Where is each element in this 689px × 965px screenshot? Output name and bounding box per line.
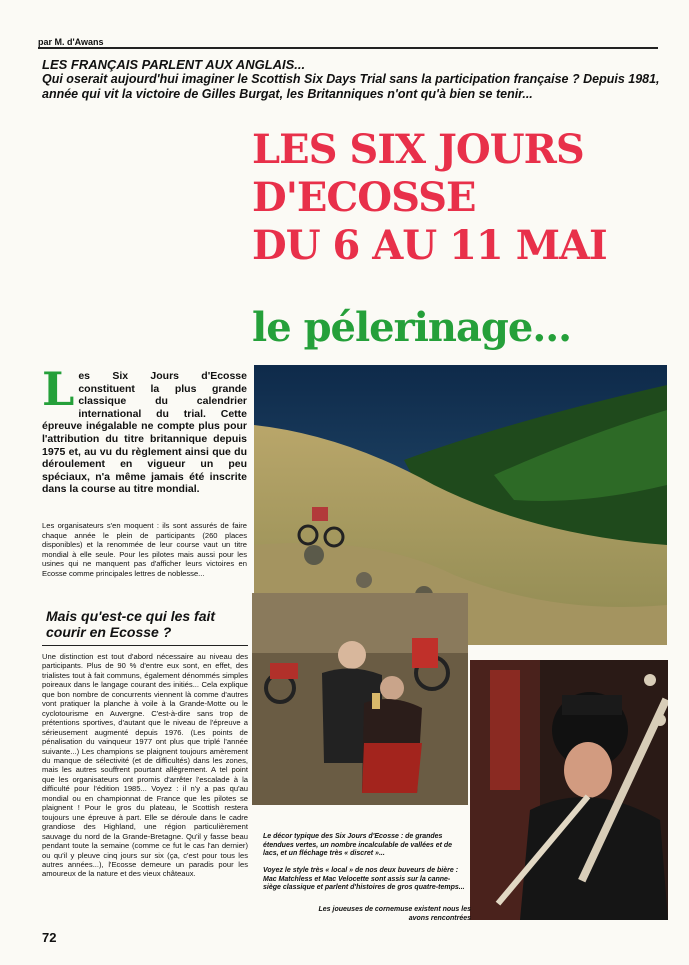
caption-piper: Les joueuses de cornemuse existent nous les avons rencontrées: [318, 906, 471, 922]
subtitle: le pélerinage...: [252, 304, 572, 351]
kicker: [42, 57, 667, 102]
intro-paragraph: [42, 362, 247, 496]
kicker-text: Qui oserait aujourd'hui imaginer le Scottish Six Days Trial sans la participation française ? Depuis 1981, année qui vit la victoire de Gilles Burgat, les Britanniques n'ont qu'à bien se tenir...: [42, 72, 660, 101]
page-number: 72: [42, 930, 57, 945]
section-heading: Mais qu'est-ce qui les fait courir en Ecosse ?: [46, 608, 216, 640]
kicker-headline: LES FRANÇAIS PARLENT AUX ANGLAIS...: [42, 57, 306, 72]
riders-photo: [252, 593, 468, 805]
caption-landscape: Le décor typique des Six Jours d'Ecosse : de grandes étendues vertes, un nombre incalculable de vallées et de lacs, et un fléchage très « discret »...: [263, 833, 453, 858]
section-rule: [42, 645, 248, 646]
caption-riders: Voyez le style très « local » de nos deux buveurs de bière : Mac Matchless et Mac Velocette sont assis sur la canne-siège classique et parlent d'histoires de gros quatre-temps...: [263, 867, 465, 892]
title-line-2: D'ECOSSE: [252, 174, 476, 221]
bagpiper-photo: [470, 660, 668, 920]
first-paragraph: Les organisateurs s'en moquent : ils sont assurés de faire chaque année le plein de participants (260 places disponibles) et la renommée de leur course vaut un titre mondial à elle seule. Pour les pilotes mais aussi pour les usines qui ne manquent pas d'afficher leurs victoires en Ecosse comme principales lettres de noblesse...: [42, 521, 247, 578]
title-line-3: DU 6 AU 11 MAI: [252, 222, 607, 269]
body-text: Une distinction est tout d'abord nécessaire au niveau des participants. Plus de 90 % d'entre eux sont, en effet, des trialistes tout à fait communs, également dénommés simples poireaux dans le langage courant des initiés... Cela explique que bon nombre de concurrents viennent là comme d'autres vont pratiquer la planche à voile à la Grande-Motte ou le cyclotourisme en Auvergne. C'est-à-dire sans trop de prétentions sportives, d'autant que le niveau de l'épreuve a sérieusement augmenté depuis 1976. (Les points de pénalisation du vainqueur 1977 ont plus que triplé l'année suivante...) Les champions se plaignent toujours amèrement du manque de sélectivité (et de difficultés) dans les zones, mais les autres souffrent pourtant allègrement. A tel point que les organisateurs ont promis d'arrêter l'escalade à la difficulté pour l'édition 1985... Voyez : il n'y a pas qu'au mondial ou en championnat de France que les pilotes se plaignent ! Pour le gros du plateau, le Scottish restera toujours une épreuve à part. Elle se déroule dans le cadre grandiose des Highland, une région particulièrement sauvage du nord de la Grande-Bretagne. Qu'il y fasse beau pendant toute la semaine (comme ce fut le cas l'an dernier) ou qu'il y pleuve cinq jours sur six (ça, c'est pour tous les autres années...), l'Ecosse demeure un paradis pour les amoureux de la nature et des vieux châteaux.: [42, 652, 248, 879]
top-rule: [38, 47, 658, 49]
drop-cap: L: [42, 362, 75, 416]
intro-text: es Six Jours d'Ecosse constituent la plus grande classique du calendrier international du trial. Cette épreuve inégalable ne compte plus pour l'attribution du titre britannique depuis 1975 et, au vu du règlement ainsi que du déroulement en vigueur un peu spéciaux, n'a même jamais été inscrite dans la course au titre mondial.: [42, 370, 247, 496]
title-line-1: LES SIX JOURS: [252, 126, 584, 173]
byline: par M. d'Awans: [38, 37, 104, 47]
